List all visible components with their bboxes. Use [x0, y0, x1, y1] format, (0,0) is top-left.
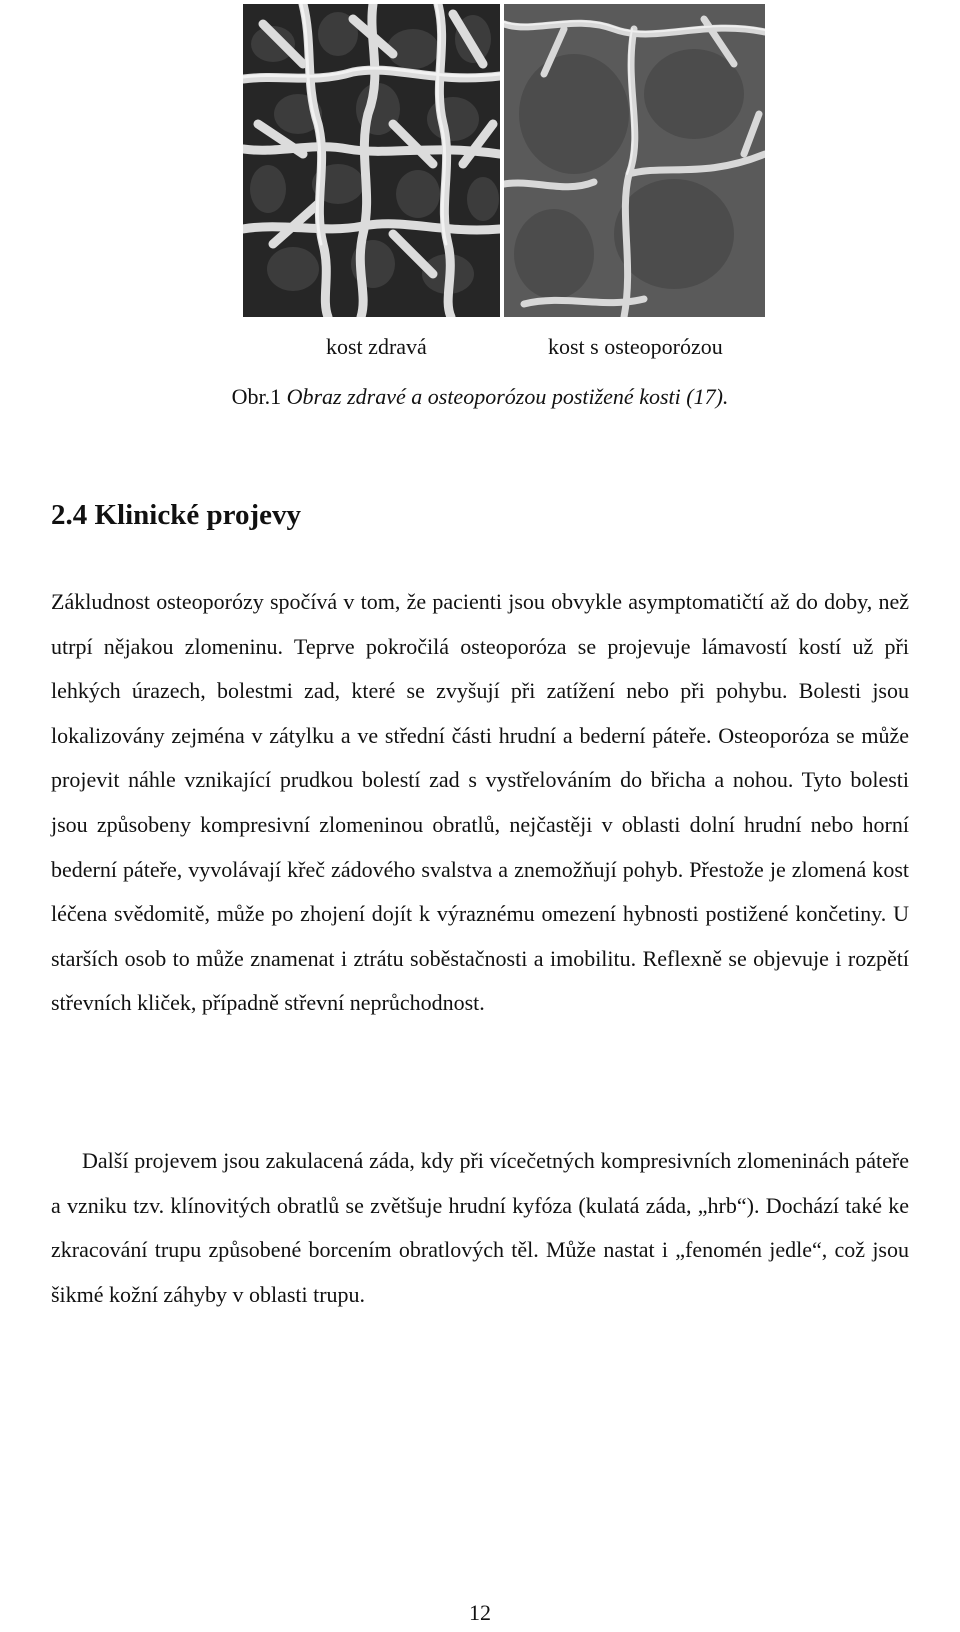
figure-caption-text: Obraz zdravé a osteoporózou postižené kosti (17).	[286, 384, 729, 409]
healthy-bone-image	[243, 4, 500, 317]
bone-figure	[243, 4, 765, 317]
paragraph: Zákludnost osteoporózy spočívá v tom, že pacienti jsou obvykle asymptomatičtí až do doby, než utrpí nějakou zlomeninu. Teprve pokročilá osteoporóza se projevuje lámavostí kostí už při lehkých úrazech, bolestmi zad, které se zvyšují při zatížení nebo při pohybu. Bolesti jsou lokalizovány zejména v zátylku a ve střední části hrudní a bederní páteře. Osteoporóza se může projevit náhle vznikající prudkou bolestí zad s vystřelováním do břicha a nohou. Tyto bolesti jsou způsobeny kompresivní zlomeninou obratlů, nejčastěji v oblasti dolní hrudní nebo horní bederní páteře, vyvolávají křeč zádového svalstva a znemožňují pohyb. Přestože je zlomená kost léčena svědomitě, může po zhojení dojít k výraznému omezení hybnosti postižené končetiny. U starších osob to může znamenat i ztrátu soběstačnosti a imobilitu. Reflexně se objevuje i rozpětí střevních kliček, případně střevní neprůchodnost.	[51, 589, 909, 1016]
section-heading: 2.4 Klinické projevy	[51, 499, 301, 531]
page-number: 12	[469, 1600, 491, 1625]
figure-labels	[326, 334, 786, 366]
paragraph: Další projevem jsou zakulacená záda, kdy při vícečetných kompresivních zlomeninách páteře a vzniku tzv. klínovitých obratlů se zvětšuje hrudní kyfóza (kulatá záda, „hrb“). Dochází také ke zkracování trupu způsobené borcením obratlových těl. Může nastat i „fenomén jedle“, což jsou šikmé kožní záhyby v oblasti trupu.	[51, 1148, 909, 1307]
osteoporotic-bone-image	[504, 4, 765, 317]
figure-caption-number: Obr.1	[231, 384, 282, 409]
osteoporotic-bone-label: kost s osteoporózou	[548, 334, 723, 359]
healthy-bone-label: kost zdravá	[326, 334, 427, 359]
figure-caption	[0, 384, 960, 410]
